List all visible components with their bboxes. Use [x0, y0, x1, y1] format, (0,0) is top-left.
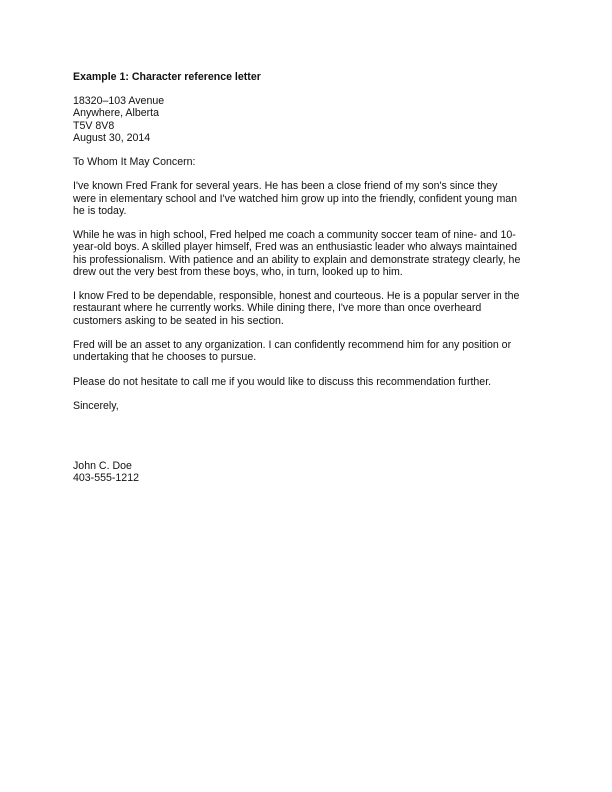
paragraph-4: [73, 339, 545, 363]
sender-address: [73, 95, 545, 144]
paragraph-2: [73, 229, 545, 278]
salutation: To Whom It May Concern:: [73, 156, 196, 169]
signature-block: [73, 460, 545, 484]
paragraph-line: Please do not hesitate to call me if you would like to discuss this recommendation further.: [73, 375, 492, 388]
paragraph-line: Fred will be an asset to any organization. I can confidently recommend him for any position or: [73, 339, 512, 351]
paragraph-line: undertaking that he chooses to pursue.: [73, 351, 257, 364]
letter-date: August 30, 2014: [73, 131, 151, 144]
paragraph-line: I know Fred to be dependable, responsible, honest and courteous. He is a popular server in the: [73, 290, 520, 303]
signer-name: John C. Doe: [73, 460, 132, 473]
paragraph-line: restaurant where he currently works. While dining there, I've more than once overheard: [73, 302, 482, 315]
letter-title: Example 1: Character reference letter: [73, 71, 261, 83]
address-postal-code: T5V 8V8: [73, 119, 115, 132]
paragraph-line: his professionalism. With patience and an ability to explain and demonstrate strategy clearly, he: [73, 253, 521, 266]
paragraph-line: he is today.: [73, 204, 127, 217]
paragraph-line: customers asking to be seated in his section.: [73, 314, 284, 327]
letter-body: [73, 71, 545, 485]
paragraph-line: year-old boys. A skilled player himself, Fred was an enthusiastic leader who always maintained: [73, 241, 517, 254]
address-city: Anywhere, Alberta: [73, 107, 159, 120]
paragraph-5: [73, 376, 545, 388]
paragraph-line: I've known Fred Frank for several years. He has been a close friend of my son's since they: [73, 180, 498, 193]
paragraph-line: drew out the very best from these boys, who, in turn, looked up to him.: [73, 265, 403, 278]
paragraph-1: [73, 180, 545, 217]
signer-phone: 403-555-1212: [73, 472, 139, 485]
paragraph-line: While he was in high school, Fred helped me coach a community soccer team of nine- and 10-: [73, 229, 516, 242]
closing: Sincerely,: [73, 399, 119, 412]
paragraph-3: [73, 290, 545, 327]
address-street: 18320–103 Avenue: [73, 95, 165, 108]
paragraph-line: were in elementary school and I've watched him grow up into the friendly, confident young man: [73, 192, 518, 205]
